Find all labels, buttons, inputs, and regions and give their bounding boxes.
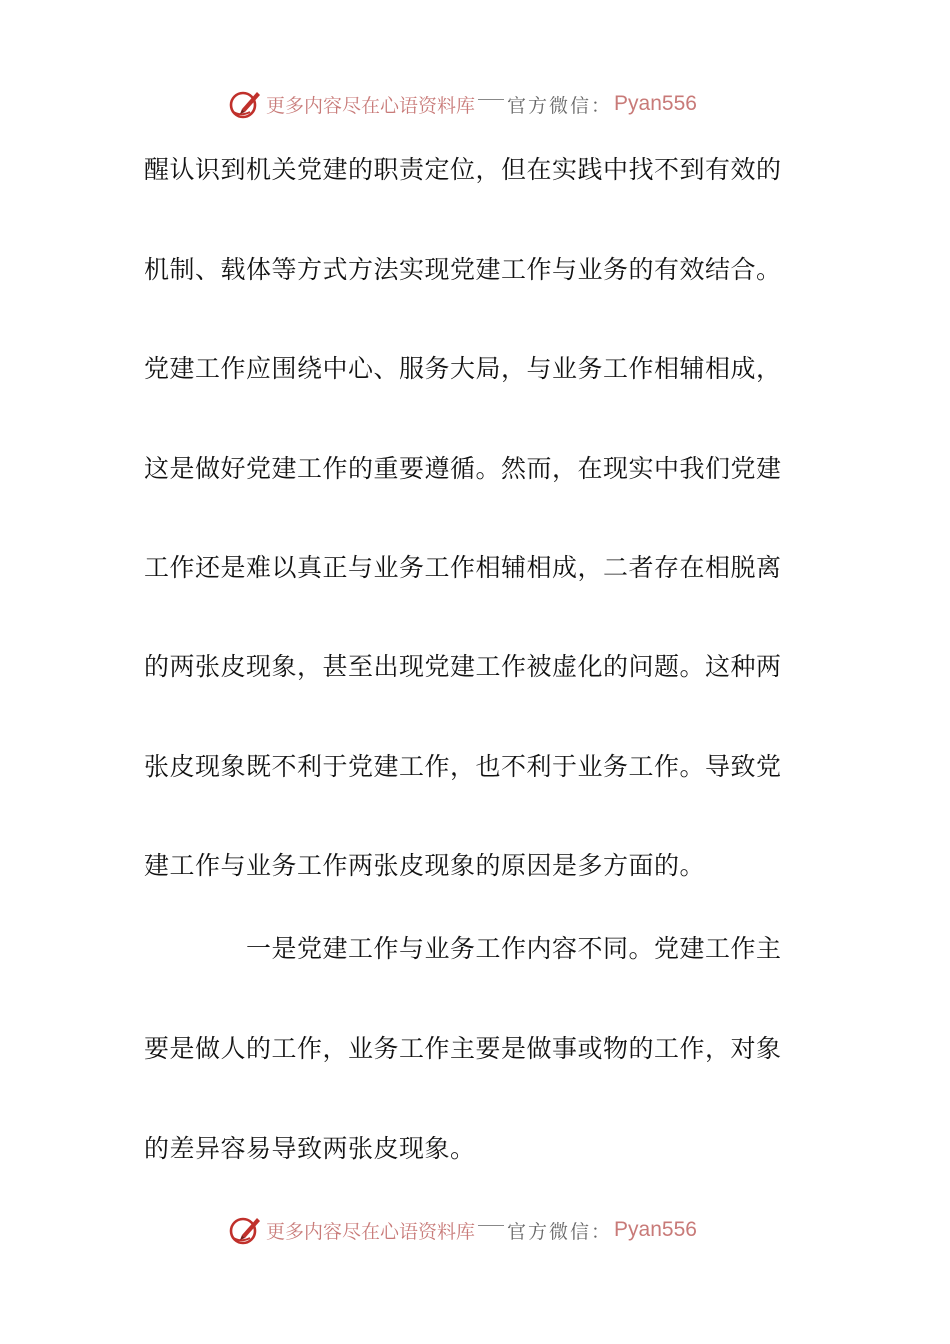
watermark-wechat-label: 官方微信：: [507, 1220, 613, 1243]
body-line: 要是做人的工作，业务工作主要是做事或物的工作，对象: [144, 1034, 782, 1063]
body-line: 建工作与业务工作两张皮现象的原因是多方面的。: [144, 851, 706, 880]
paragraph-first-line: 一是党建工作与业务工作内容不同。党建工作主: [246, 934, 782, 963]
watermark-wechat-id: Pyan556: [614, 1218, 697, 1241]
watermark-dash: [478, 99, 504, 100]
body-line: 机制、载体等方式方法实现党建工作与业务的有效结合。: [144, 255, 782, 284]
watermark-dash: [478, 1225, 504, 1226]
watermark-text: 更多内容尽在心语资料库: [266, 94, 476, 117]
watermark-wechat-id: Pyan556: [614, 92, 697, 115]
body-line: 张皮现象既不利于党建工作，也不利于业务工作。导致党: [144, 752, 782, 781]
body-line: 工作还是难以真正与业务工作相辅相成，二者存在相脱离: [144, 553, 782, 582]
body-line: 的差异容易导致两张皮现象。: [144, 1134, 476, 1163]
footer-watermark: [228, 1212, 697, 1248]
watermark-text: 更多内容尽在心语资料库: [266, 1220, 476, 1243]
body-line: 醒认识到机关党建的职责定位，但在实践中找不到有效的: [144, 155, 782, 184]
pen-logo-icon: [228, 87, 262, 121]
body-line: 这是做好党建工作的重要遵循。然而，在现实中我们党建: [144, 454, 782, 483]
header-watermark: [228, 86, 697, 122]
body-line: 党建工作应围绕中心、服务大局，与业务工作相辅相成，: [144, 354, 782, 383]
body-line: 的两张皮现象，甚至出现党建工作被虚化的问题。这种两: [144, 652, 782, 681]
pen-logo-icon: [228, 1213, 262, 1247]
watermark-wechat-label: 官方微信：: [507, 94, 613, 117]
